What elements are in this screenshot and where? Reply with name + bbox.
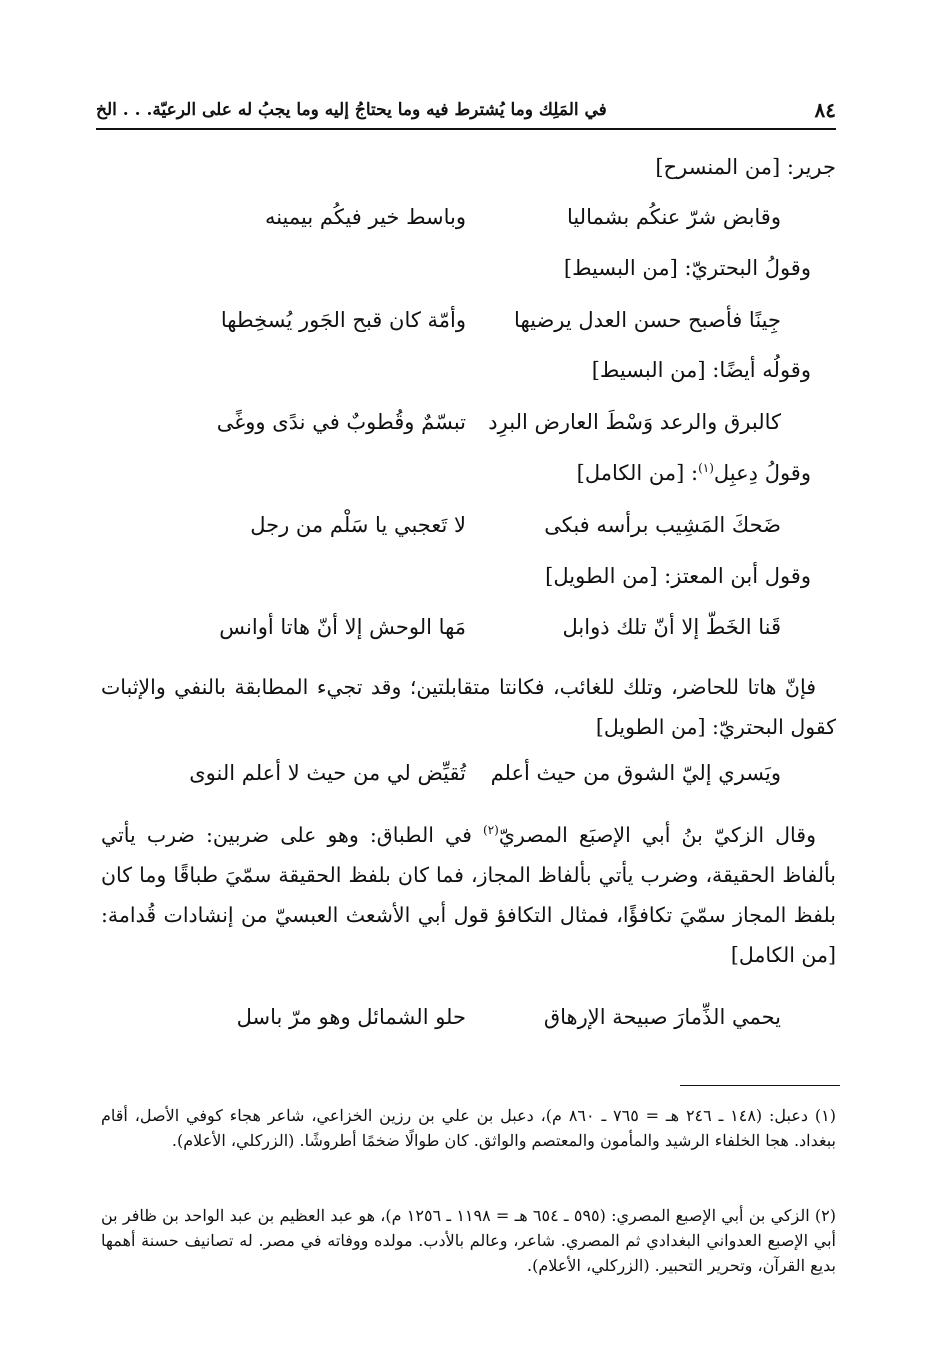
paragraph-2	[101, 815, 836, 975]
verse-3-first-hemistich: تبسّمٌ وقُطوبٌ في ندًى ووغًى	[216, 410, 466, 434]
verse-7-second-hemistich: يحمي الذِّمارَ صبيحة الإرهاق	[543, 1005, 781, 1029]
intro-4-meter: : [من الكامل]	[576, 461, 699, 485]
verse-1-first-hemistich: وباسط خير فيكُم بيمينه	[264, 205, 466, 229]
verse-5-second-hemistich: قَنا الخَطّ إلا أنّ تلك ذوابل	[562, 615, 781, 639]
verse-4-first-hemistich: لا تَعجبي يا سَلْم من رجل	[250, 513, 466, 537]
paragraph-2-start: وقال الزكيّ بنُ أبي الإصبَع المصريّ	[498, 823, 816, 847]
footnote-2-text: الزكي بن أبي الإصبع المصري: (٥٩٥ ـ ٦٥٤ هـ = ١١٩٨ ـ ١٢٥٦ م)، هو عبد العظيم بن عبد الواحد بن ظافر بن أبي الإصبع العدواني البغدادي ثم المصري. شاعر، وعالم بالأدب. مولده ووفاته في مصر. له تصانيف حسنة أهمها بديع القرآن، وتحرير التحبير. (الزركلي، الأعلام).	[101, 1206, 836, 1275]
verse-intro-1: جرير: [من المنسرح]	[655, 155, 836, 179]
verse-5-first-hemistich: مَها الوحش إلا أنّ هاتا أوانس	[219, 615, 466, 639]
footnote-1-number: (١)	[814, 1106, 837, 1125]
footnote-1	[101, 1103, 836, 1153]
verse-6-first-hemistich: تُقيِّض لي من حيث لا أعلم النوى	[189, 761, 466, 785]
footnote-separator	[680, 1085, 840, 1086]
paragraph-1: فإنّ هاتا للحاضر، وتلك للغائب، فكانتا متقابلتين؛ وقد تجيء المطابقة بالنفي والإثبات كقول البحتريّ: [من الطويل]	[101, 675, 836, 739]
verse-1-second-hemistich: وقابض شرّ عنكُم بشماليا	[566, 205, 781, 229]
verse-2-first-hemistich: وأمّة كان قبح الجَور يُسخِطها	[220, 308, 466, 332]
verse-2-second-hemistich: جِينًا فأصبح حسن العدل يرضيها	[514, 308, 781, 332]
running-title: في المَلِك وما يُشترط فيه وما يحتاجُ إليه وما يجبُ له على الرعيّة. . . الخ	[96, 100, 607, 120]
verse-6-second-hemistich: ويَسري إليّ الشوق من حيث أعلم	[490, 761, 781, 785]
verse-intro-2: وقولُ البحتريّ: [من البسيط]	[563, 256, 811, 280]
verse-intro-3: وقولُه أيضًا: [من البسيط]	[591, 358, 811, 382]
paragraph-2-rest: في الطباق: وهو على ضربين: ضرب يأتي بألفاظ الحقيقة، وضرب يأتي بألفاظ المجاز، فما كان بلفظ الحقيقة سمّيَ طباقًا وما كان بلفظ المجاز سمّيَ تكافؤًا، فمثال التكافؤ قول أبي الأشعث العبسيّ من إنشادات قُدامة: [من الكامل]	[101, 823, 836, 967]
footnote-2-number: (٢)	[814, 1206, 837, 1225]
page-header	[96, 96, 836, 130]
verse-intro-4	[76, 461, 811, 485]
intro-4-text: وقولُ دِعبِل	[713, 461, 811, 485]
footnote-ref-2[interactable]: (٢)	[483, 823, 499, 838]
footnote-2	[101, 1203, 836, 1278]
footnote-ref-1[interactable]: (١)	[698, 461, 714, 475]
verse-4-second-hemistich: ضَحكَ المَشِيب برأسه فبكى	[544, 513, 781, 537]
verse-intro-5: وقول أبن المعتز: [من الطويل]	[545, 564, 811, 588]
page-number: ٨٤	[814, 98, 836, 122]
footnote-1-text: دعبل: (١٤٨ ـ ٢٤٦ هـ = ٧٦٥ ـ ٨٦٠ م)، دعبل بن علي بن رزين الخزاعي، شاعر هجاء كوفي الأصل، أقام ببغداد. هجا الخلفاء الرشيد والمأمون والمعتصم والواثق. كان طوالًا ضخمًا أطروشًا. (الزركلي، الأعلام).	[101, 1106, 836, 1150]
verse-3-second-hemistich: كالبرق والرعد وَسْطَ العارض البرِد	[488, 410, 781, 434]
verse-7-first-hemistich: حلو الشمائل وهو مرّ باسل	[236, 1005, 466, 1029]
